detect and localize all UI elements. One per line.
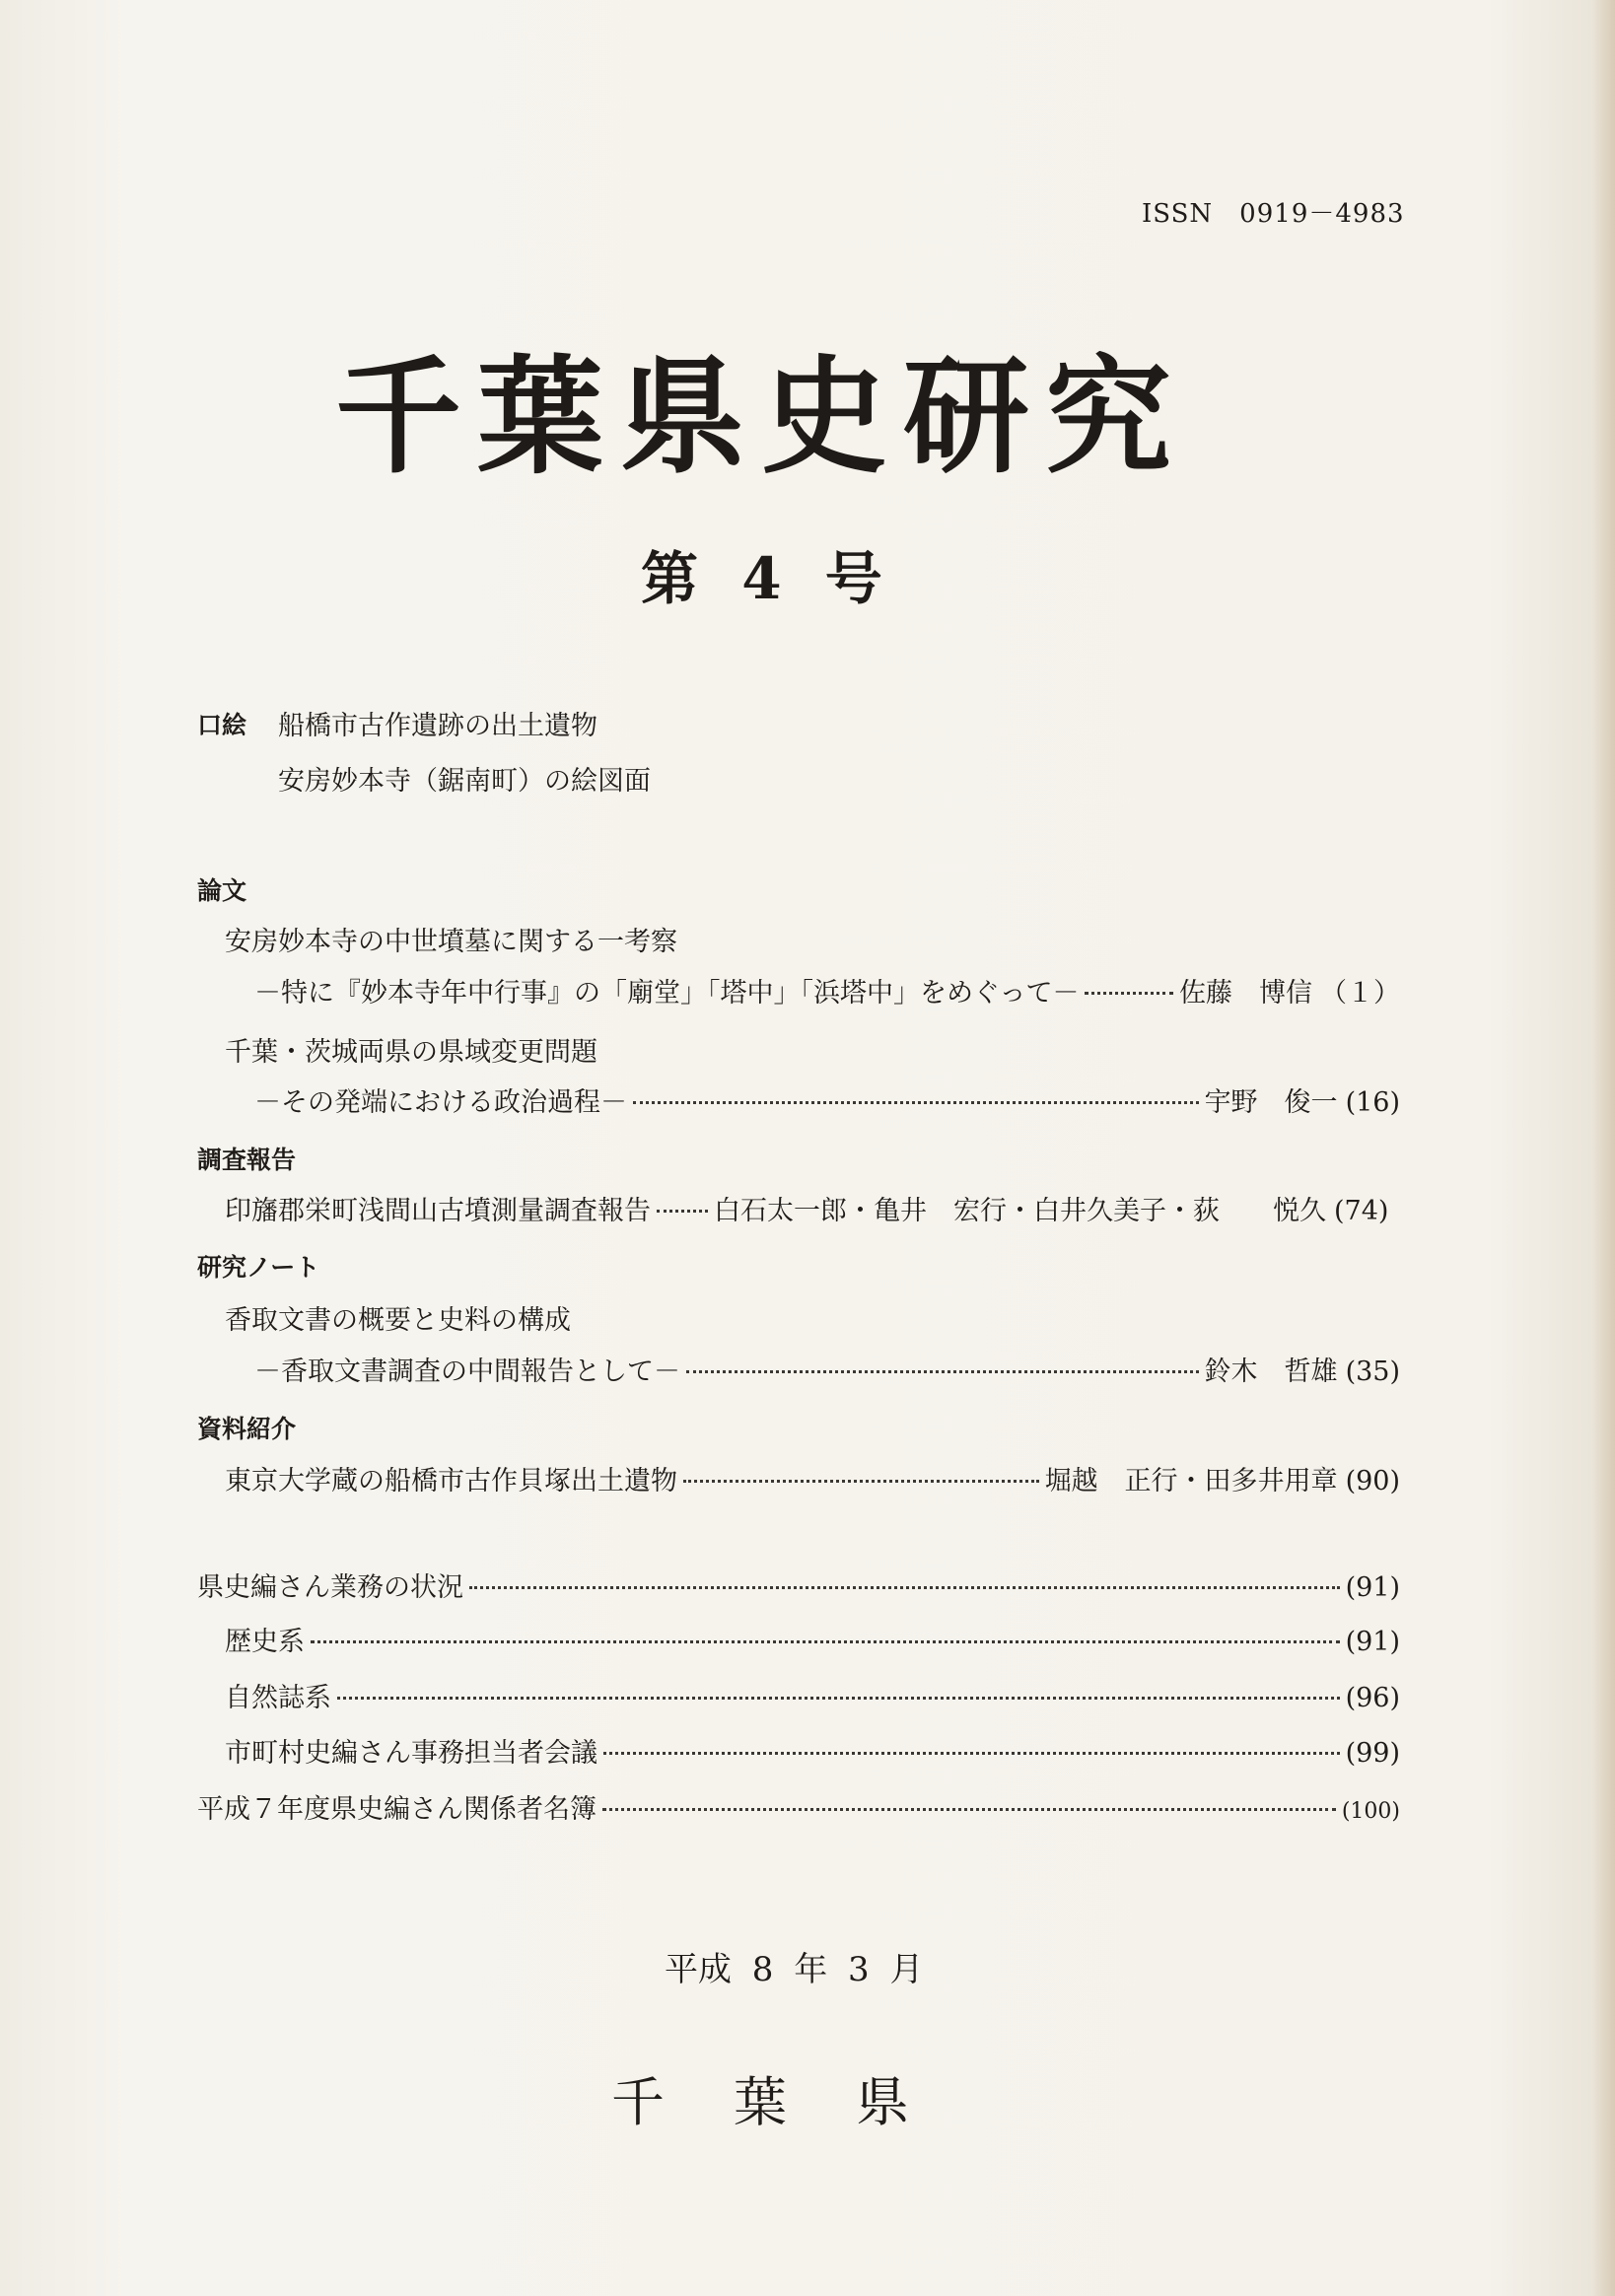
entry-author: 白石太一郎・亀井 宏行・白井久美子・荻 悦久	[714, 1196, 1326, 1226]
toc-appendix-entry	[225, 1731, 1400, 1770]
publisher-name: 千葉県	[611, 2071, 978, 2133]
entry-page: （１）	[1320, 978, 1400, 1009]
dot-leader	[1085, 992, 1173, 995]
entry-page: (90)	[1345, 1466, 1400, 1496]
dot-leader	[311, 1640, 1340, 1643]
appendix-title: 自然誌系	[225, 1683, 331, 1713]
section-frontispiece: 口絵	[197, 711, 247, 739]
publication-date: 平成 8 年 3 月	[665, 1950, 924, 1989]
dot-leader	[337, 1697, 1340, 1700]
issue-number: 第 4 号	[641, 545, 882, 612]
appendix-title: 平成７年度県史編さん関係者名簿	[197, 1794, 597, 1825]
appendix-title: 歴史系	[225, 1627, 305, 1657]
toc-appendix-entry	[197, 1787, 1400, 1826]
entry-subtitle: －その発端における政治過程－	[254, 1087, 627, 1118]
dot-leader	[469, 1586, 1340, 1589]
entry-author: 堀越 正行・田多井用章	[1044, 1466, 1338, 1496]
section-materials: 資料紹介	[197, 1415, 297, 1443]
entry-author: 佐藤 博信	[1179, 978, 1312, 1009]
entry-title: 安房妙本寺の中世墳墓に関する一考察	[225, 927, 677, 957]
toc-appendix-entry	[225, 1676, 1400, 1714]
toc-entry	[225, 1189, 1400, 1227]
entry-title: 千葉・茨城両県の県域変更問題	[225, 1037, 597, 1068]
toc-appendix-entry	[197, 1565, 1400, 1604]
section-research-notes: 研究ノート	[197, 1253, 320, 1282]
entry-subtitle: －香取文書調査の中間報告として－	[254, 1357, 680, 1387]
entry-author: 宇野 俊一	[1204, 1087, 1338, 1118]
appendix-page: (99)	[1345, 1738, 1400, 1769]
toc-entry	[254, 1350, 1400, 1388]
section-survey-reports: 調査報告	[197, 1146, 297, 1174]
entry-page: (74)	[1334, 1196, 1389, 1226]
dot-leader	[686, 1370, 1199, 1373]
toc-appendix-entry	[225, 1620, 1400, 1658]
appendix-page: (96)	[1345, 1683, 1400, 1713]
issn-number: ISSN 0919－4983	[1142, 199, 1405, 229]
appendix-page: (100)	[1341, 1799, 1400, 1824]
frontispiece-item: 船橋市古作遺跡の出土遺物	[278, 711, 597, 741]
entry-title: 香取文書の概要と史料の構成	[225, 1305, 571, 1336]
appendix-title: 市町村史編さん事務担当者会議	[225, 1738, 597, 1769]
entry-page: (35)	[1345, 1357, 1400, 1387]
appendix-page: (91)	[1345, 1572, 1400, 1603]
entry-page: (16)	[1345, 1087, 1400, 1118]
entry-title: 印旛郡栄町浅間山古墳測量調査報告	[225, 1196, 651, 1226]
section-papers: 論文	[197, 876, 247, 905]
entry-subtitle: －特に『妙本寺年中行事』の「廟堂」「塔中」「浜塔中」をめぐって－	[254, 978, 1080, 1009]
appendix-page: (91)	[1345, 1627, 1400, 1657]
dot-leader	[603, 1752, 1340, 1755]
toc-entry	[225, 1459, 1400, 1497]
toc-entry	[254, 1080, 1400, 1119]
dot-leader	[633, 1101, 1199, 1104]
toc-entry	[254, 971, 1400, 1009]
journal-title: 千葉県史研究	[335, 343, 1188, 491]
appendix-title: 県史編さん業務の状況	[197, 1572, 463, 1603]
dot-leader	[683, 1480, 1039, 1483]
frontispiece-item: 安房妙本寺（鋸南町）の絵図面	[278, 766, 651, 797]
entry-title: 東京大学蔵の船橋市古作貝塚出土遺物	[225, 1466, 677, 1496]
entry-author: 鈴木 哲雄	[1204, 1357, 1338, 1387]
dot-leader	[657, 1210, 708, 1213]
page-edge-shadow	[1591, 0, 1615, 2296]
dot-leader	[602, 1808, 1336, 1811]
